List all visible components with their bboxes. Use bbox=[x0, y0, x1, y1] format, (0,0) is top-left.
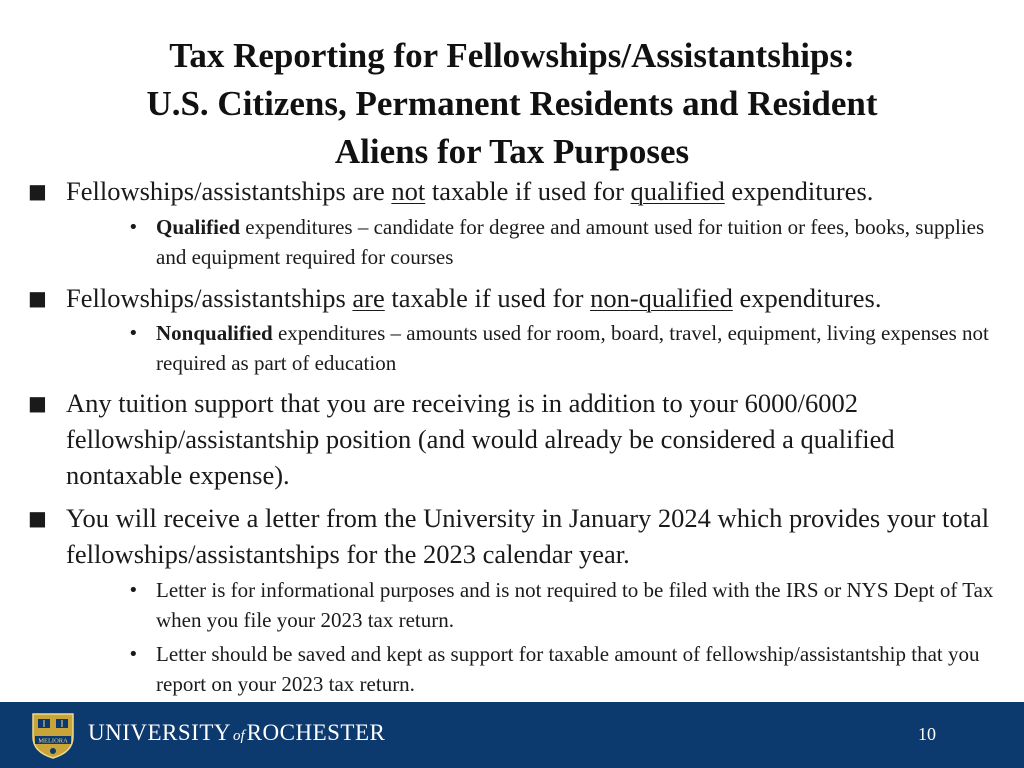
round-bullet-icon: • bbox=[128, 323, 139, 344]
page-number: 10 bbox=[918, 724, 936, 744]
footer-bar bbox=[0, 702, 1024, 768]
square-bullet-icon: ■ bbox=[28, 506, 47, 530]
sub-bullet-qualified-definition: • Qualified expenditures – candidate for degree and amount used for tuition or fees, books, supplies and equipment required for courses bbox=[128, 215, 985, 269]
university-wordmark: UNIVERSITY ofROCHESTER bbox=[88, 720, 386, 745]
sub-bullet-nonqualified-definition: • Nonqualified expenditures – amounts used for room, board, travel, equipment, living expenses not required as part of education bbox=[128, 321, 989, 375]
square-bullet-icon: ■ bbox=[28, 286, 47, 310]
underlined-are: are bbox=[352, 283, 385, 313]
svg-text:MELIORA: MELIORA bbox=[38, 737, 68, 745]
round-bullet-icon: • bbox=[128, 217, 139, 238]
bullet-non-qualified: ■ Fellowships/assistantships are taxable if used for non-qualified expenditures. bbox=[66, 280, 996, 316]
underlined-not: not bbox=[391, 176, 426, 206]
title-line-2: U.S. Citizens, Permanent Residents and Resident bbox=[146, 84, 878, 123]
bullet-tuition-support: ■ Any tuition support that you are receiving is in addition to your 6000/6002 fellowship/assistantship position (and would already be considered a qualified nontaxable expense). bbox=[66, 385, 996, 493]
bullet-letter: ■ You will receive a letter from the University in January 2024 which provides your total fellowships/assistantships for the 2023 calendar year. bbox=[66, 500, 996, 572]
slide-title bbox=[40, 32, 984, 176]
round-bullet-icon: • bbox=[128, 580, 139, 601]
square-bullet-icon: ■ bbox=[28, 391, 47, 415]
sub-bullet-letter-informational: • Letter is for informational purposes and is not required to be filed with the IRS or NYS Dept of Tax when you file your 2023 tax return. bbox=[128, 578, 994, 632]
square-bullet-icon: ■ bbox=[28, 179, 47, 203]
university-seal-icon bbox=[30, 711, 76, 759]
underlined-qualified: qualified bbox=[630, 176, 725, 206]
bullet-qualified: ■ Fellowships/assistantships are not taxable if used for qualified expenditures. bbox=[66, 173, 996, 209]
title-line-3: Aliens for Tax Purposes bbox=[334, 132, 690, 171]
sub-bullet-letter-saved: • Letter should be saved and kept as support for taxable amount of fellowship/assistantship that you report on your 2023 tax return. bbox=[128, 642, 980, 696]
title-line-1: Tax Reporting for Fellowships/Assistantships: bbox=[169, 36, 855, 75]
underlined-non-qualified: non-qualified bbox=[590, 283, 733, 313]
round-bullet-icon: • bbox=[128, 644, 139, 665]
